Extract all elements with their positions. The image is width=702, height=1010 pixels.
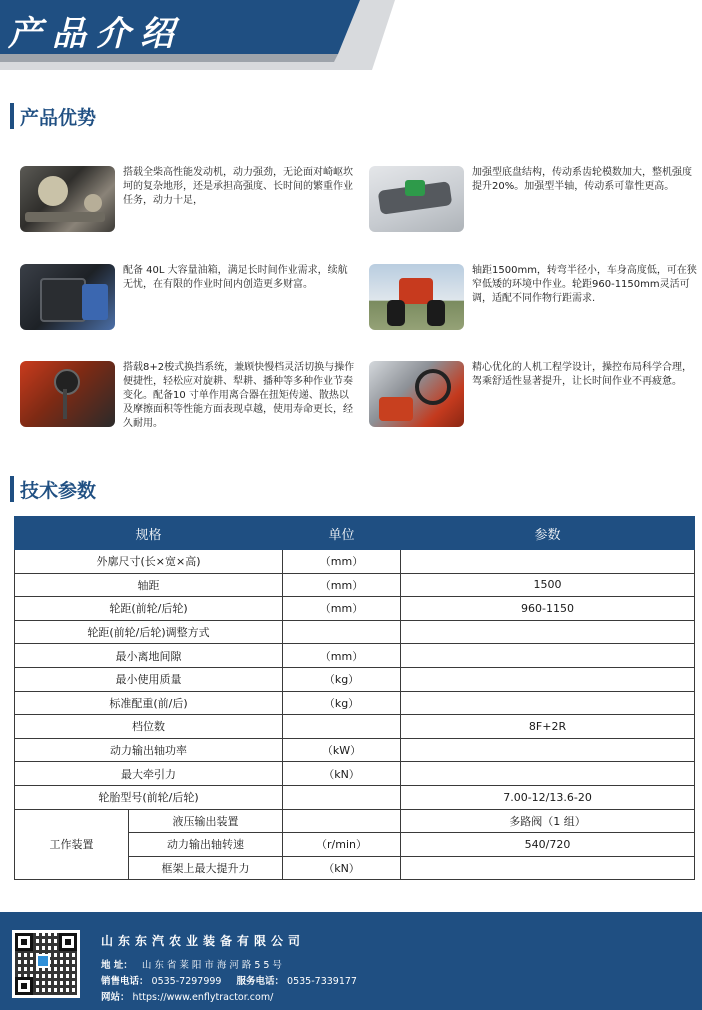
spec-unit [283,620,401,644]
table-row [15,762,695,786]
website-label: 网站： [101,992,130,1003]
spec-value [401,550,695,574]
feature-gear-lever [20,361,355,431]
qr-finder [15,933,33,951]
page-footer [0,912,702,1010]
spec-name: 标准配重(前/后) [15,691,283,715]
spec-unit [283,785,401,809]
table-row [15,738,695,762]
header-unit: 单位 [283,517,401,550]
spec-unit: （r/min） [283,833,401,857]
feature-fuel-tank [20,264,355,330]
spec-unit: （mm） [283,573,401,597]
page-title: 产品介绍 [8,14,184,54]
spec-unit [283,809,401,833]
feature-chassis-text: 加强型底盘结构，传动系齿轮模数加大，整机强度提升20%。加强型半轴，传动系可靠性更高。 [472,167,692,192]
table-row [15,715,695,739]
spec-name: 最小离地间隙 [15,644,283,668]
spec-name: 最大牵引力 [15,762,283,786]
website-link[interactable]: https://www.enflytractor.com/ [132,992,274,1003]
spec-name: 轮距(前轮/后轮)调整方式 [15,620,283,644]
section-bar [10,103,14,129]
section-bar [10,476,14,502]
spec-unit: （kN） [283,762,401,786]
table-row [15,667,695,691]
website-line [101,989,273,1003]
feature-cabin-text: 精心优化的人机工程学设计，操控布局科学合理，驾乘舒适性显著提升，让长时间作业不再疲惫。 [472,362,692,387]
address-label: 地 址： [101,960,133,971]
group-label: 工作装置 [15,809,129,880]
spec-name: 动力输出轴功率 [15,738,283,762]
table-row [15,785,695,809]
table-row [15,809,695,833]
spec-name: 框架上最大提升力 [129,856,283,880]
spec-name: 轴距 [15,573,283,597]
specs-section-title [10,475,96,503]
spec-value [401,644,695,668]
spec-name: 外廓尺寸(长×宽×高) [15,550,283,574]
chassis-render [369,166,464,232]
spec-value: 多路阀（1 组） [401,809,695,833]
advantages-section-title [10,102,96,130]
feature-fuel-tank-text: 配备 40L 大容量油箱，满足长时间作业需求，续航无忧，在有限的作业时间内创造更多财富。 [123,265,348,290]
table-row [15,691,695,715]
cabin-photo [369,361,464,427]
address-line [101,957,285,971]
feature-cabin [369,361,700,427]
spec-unit: （mm） [283,644,401,668]
spec-value [401,667,695,691]
service-label: 服务电话： [236,976,285,987]
spec-value [401,620,695,644]
service-phone[interactable]: 0535-7339177 [287,976,357,987]
sales-phone[interactable]: 0535-7297999 [151,976,222,987]
phone-line [101,973,357,987]
sales-label: 销售电话： [101,976,149,987]
table-row [15,644,695,668]
spec-name: 液压输出装置 [129,809,283,833]
qr-finder [59,933,77,951]
advantages-title-text: 产品优势 [20,106,97,129]
qr-logo-icon [36,954,50,968]
spec-value: 8F+2R [401,715,695,739]
spec-value [401,738,695,762]
spec-value [401,691,695,715]
spec-name: 档位数 [15,715,283,739]
spec-unit: （mm） [283,550,401,574]
feature-engine [20,166,355,232]
spec-name: 动力输出轴转速 [129,833,283,857]
table-row [15,573,695,597]
engine-photo [20,166,115,232]
spec-unit: （kW） [283,738,401,762]
gear-lever-photo [20,361,115,427]
spec-name: 最小使用质量 [15,667,283,691]
spec-unit: （mm） [283,597,401,621]
spec-table [14,516,695,880]
feature-tractor [369,264,700,330]
spec-name: 轮距(前轮/后轮) [15,597,283,621]
feature-chassis [369,166,700,232]
specs-title-text: 技术参数 [20,479,97,502]
page-header [0,0,702,70]
company-name: 山东东汽农业装备有限公司 [101,934,306,948]
qr-code[interactable] [12,930,80,998]
spec-name: 轮胎型号(前轮/后轮) [15,785,283,809]
feature-engine-text: 搭载全柴高性能发动机，动力强劲，无论面对崎岖坎坷的复杂地形，还是承担高强度、长时间的繁重作业任务，动力十足， [123,167,353,206]
spec-unit: （kN） [283,856,401,880]
header-name: 规格 [15,517,283,550]
address-value: 山东省莱阳市海河路55号 [141,960,285,971]
fuel-tank-photo [20,264,115,330]
spec-value: 1500 [401,573,695,597]
header-value: 参数 [401,517,695,550]
qr-finder [15,977,33,995]
spec-value [401,856,695,880]
spec-unit: （kg） [283,691,401,715]
spec-value: 960-1150 [401,597,695,621]
spec-unit: （kg） [283,667,401,691]
table-header-row [15,517,695,550]
table-row [15,597,695,621]
spec-value: 7.00-12/13.6-20 [401,785,695,809]
tractor-front-photo [369,264,464,330]
spec-unit [283,715,401,739]
feature-gear-lever-text: 搭载8+2梭式换挡系统，兼顾快慢档灵活切换与操作便捷性，轻松应对旋耕、犁耕、播种等多种作业节奏变化。配备10 寸单作用离合器在扭矩传递、散热以及摩擦面积等性能方面表现卓越，使用寿命更长，经久耐用。 [123,362,355,429]
table-row [15,550,695,574]
spec-value [401,762,695,786]
table-row [15,620,695,644]
feature-tractor-text: 轴距1500mm，转弯半径小，车身高度低，可在狭窄低矮的环境中作业。轮距960-1150mm灵活可调，适配不同作物行距需求. [472,265,697,304]
spec-value: 540/720 [401,833,695,857]
